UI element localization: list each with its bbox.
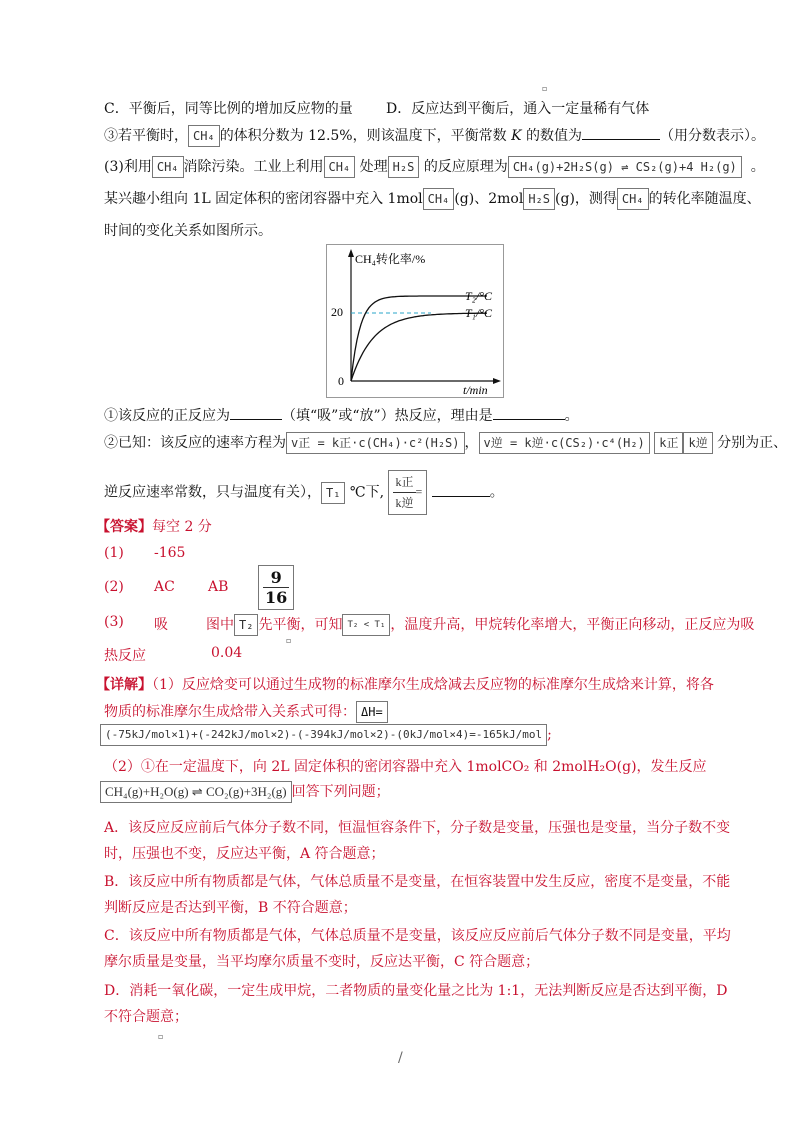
ratio-denominator: k逆 — [395, 496, 414, 510]
t1-box: T₁ — [321, 482, 345, 504]
detail-d-line-1: D．消耗一氧化碳，一定生成甲烷，二者物质的量变化量之比为 1:1，无法判断反应是否达到平衡，D — [104, 983, 728, 999]
answer-3-num: (3) — [104, 614, 124, 630]
detail-calc-line — [100, 724, 552, 746]
p3-text-a: (3)利用 — [104, 159, 152, 175]
detail-line-3: （2）①在一定温度下，向 2L 固定体积的密闭容器中充入 1molCO₂ 和 2molH₂O(g)，发生反应 — [104, 759, 707, 775]
answer-tag: 【答案】 — [96, 519, 152, 535]
ch4-formula-box: CH₄ — [423, 188, 455, 210]
h2s-formula-box: H₂S — [388, 156, 420, 178]
answer-2-value-1: AC — [154, 579, 175, 595]
y-axis-arrow — [348, 249, 354, 257]
answer-2-value-2: AB — [208, 579, 229, 595]
ch4-formula-box: CH₄ — [188, 125, 220, 147]
ratio-fraction — [393, 472, 415, 513]
series-curve-t1 — [351, 313, 487, 381]
detail-text-4: 回答下列问题； — [291, 784, 390, 800]
answer-blank — [230, 419, 282, 420]
detail-text-2: 物质的标准摩尔生成焓带入关系式可得： — [104, 704, 356, 720]
q2-text-c: 逆反应速率常数，只与温度有关）， — [104, 484, 321, 501]
p4-text-a: 某兴趣小组向 1L 固定体积的密闭容器中充入 1mol — [104, 191, 423, 207]
q2-end: 。 — [489, 484, 504, 501]
detail-c-line-2: 摩尔质量是变量，当平均摩尔质量不变时，反应达平衡，C 符合题意； — [104, 954, 540, 970]
q2-text-b: 分别为正、 — [717, 435, 788, 451]
detail-text-1: （1）反应焓变可以通过生成物的标准摩尔生成焓减去反应物的标准摩尔生成焓来计算，将各 — [152, 677, 714, 693]
ch4-formula-box: CH₄ — [152, 156, 184, 178]
forward-rate-equation-box: v正 = k正·c(CH₄)·c²(H₂S) — [286, 432, 465, 454]
p3-text-b: 消除污染。工业上利用 — [183, 159, 324, 175]
answer-1-value: -165 — [154, 545, 186, 561]
subquestion-2-cont — [104, 470, 504, 515]
reaction-equation-box: CH₄(g)+2H₂S(g) ⇌ CS₂(g)+4 H₂(g) — [508, 156, 742, 178]
x-axis-arrow — [493, 378, 501, 384]
stray-mark-top: ▫ — [542, 84, 548, 93]
detail-b-line-1: B．该反应中所有物质都是气体，气体总质量不是变量，在恒容装置中发生反应，密度不是变量，不能 — [104, 874, 731, 890]
q3-mid: 的体积分数为 12.5%，则该温度下，平衡常数 — [219, 128, 507, 144]
p3-text-d: 的反应原理为 — [423, 159, 508, 175]
subquestion-2: ②已知：该反应的速率方程为 v正 = k正·c(CH₄)·c²(H₂S) ， v逆 = k逆·c(CS₂)·c⁴(H₂) k正 k逆 分别为正、 — [104, 432, 787, 454]
k-symbol: K — [511, 128, 522, 144]
detail-d-line-2: 不符合题意； — [104, 1009, 188, 1025]
q3-pre: ③若平衡时， — [104, 128, 188, 144]
p4-text-c: (g)，测得 — [555, 191, 617, 207]
reason-text-2: 先平衡，可知 — [258, 617, 343, 633]
q2-text-d: ℃下, — [349, 484, 385, 501]
enthalpy-calculation-box: (-75kJ/mol×1)+(-242kJ/mol×2)-(-394kJ/mol×2)-(0kJ/mol×4)=-165kJ/mol — [100, 724, 547, 746]
reaction-equation-box: CH₄(g)+H₂O(g) ⇌ CO₂(g)+3H₂(g) — [100, 781, 292, 803]
conversion-chart — [326, 244, 504, 398]
answer-3-value-1: 吸 — [154, 617, 168, 633]
chart-svg — [327, 245, 503, 397]
ratio-equals: = — [415, 484, 423, 499]
option-c: C．平衡后，同等比例的增加反应物的量 — [104, 101, 353, 117]
detail-tag: 【详解】 — [96, 677, 152, 693]
part-5-line: 时间的变化关系如图所示。 — [104, 223, 272, 239]
fraction-numerator: 9 — [263, 568, 289, 588]
y-axis-label: CH₄转化率/% — [355, 252, 426, 266]
page-footer-mark: / — [398, 1050, 403, 1066]
answer-3-reason — [206, 614, 754, 636]
q3-post: 的数值为 — [526, 128, 582, 144]
p3-end: 。 — [750, 159, 765, 175]
answer-blank — [493, 419, 565, 420]
reason-text-1: 图中 — [206, 617, 234, 633]
part-4-line — [104, 188, 761, 210]
ratio-numerator: k正 — [393, 472, 415, 493]
p4-text-d: 的转化率随温度、 — [648, 191, 761, 207]
rate-constant-ratio-box — [388, 470, 427, 515]
answer-header — [96, 516, 212, 536]
question-3-line — [104, 125, 765, 147]
q1-text-a: ①该反应的正反应为 — [104, 408, 230, 424]
q1-text-b: （填“吸”或“放”）热反应，理由是 — [282, 408, 493, 424]
series-label-t1: T₁/°C — [465, 306, 492, 320]
q2-text-a: ②已知：该反应的速率方程为 — [104, 435, 286, 451]
origin-label: 0 — [338, 374, 344, 388]
k-reverse-box: k逆 — [683, 432, 712, 454]
detail-line-2 — [104, 701, 388, 723]
ch4-formula-box: CH₄ — [324, 156, 356, 178]
detail-a-line-2: 时，压强也不变，反应达平衡，A 符合题意； — [104, 846, 385, 862]
detail-c-line-1: C．该反应中所有物质都是气体，气体总质量不是变量，该反应反应前后气体分子数不同是变量，平均 — [104, 928, 731, 944]
q3-tail: （用分数表示）。 — [660, 128, 765, 144]
reverse-rate-equation-box: v逆 = k逆·c(CS₂)·c⁴(H₂) — [479, 432, 650, 454]
detail-eq-line — [100, 781, 390, 803]
h2s-formula-box: H₂S — [523, 188, 555, 210]
answer-2-fraction — [263, 568, 289, 607]
delta-h-box: ΔH= — [356, 701, 388, 723]
reason-text-3: ，温度升高，甲烷转化率增大，平衡正向移动，正反应为吸 — [390, 617, 755, 633]
option-d: D．反应达到平衡后，通入一定量稀有气体 — [386, 101, 650, 117]
q1-text-c: 。 — [564, 408, 579, 424]
t2-lt-t1-box: T₂ < T₁ — [342, 614, 390, 636]
y-tick-label: 20 — [331, 305, 343, 319]
answer-3-value-2: 0.04 — [211, 645, 243, 661]
subquestion-1 — [104, 405, 579, 425]
answer-blank — [432, 496, 490, 497]
calc-end: ; — [547, 727, 552, 743]
answer-1-num: (1) — [104, 545, 124, 561]
answer-2-fraction-box — [258, 565, 294, 610]
stray-mark-bottom: ▫ — [158, 1032, 164, 1041]
part-3-line — [104, 156, 765, 178]
answer-2-num: (2) — [104, 579, 124, 595]
detail-b-line-2: 判断反应是否达到平衡，B 不符合题意； — [104, 900, 357, 916]
detail-line-1 — [96, 674, 714, 694]
answer-blank — [582, 139, 660, 140]
stray-mark-mid: ▫ — [286, 636, 292, 645]
answer-3-reason-cont: 热反应 — [104, 648, 146, 664]
t2-box: T₂ — [234, 614, 258, 636]
x-axis-label: t/min — [463, 383, 488, 397]
detail-a-line-1: A．该反应反应前后气体分子数不同，恒温恒容条件下，分子数是变量，压强也是变量，当分子数不变 — [104, 820, 731, 836]
fraction-denominator: 16 — [265, 588, 288, 607]
p3-text-c: 处理 — [359, 159, 388, 175]
ch4-formula-box: CH₄ — [617, 188, 649, 210]
answer-tag-rest: 每空 2 分 — [152, 519, 212, 535]
p4-text-b: (g)、2mol — [454, 191, 524, 207]
series-label-t2: T₂/°C — [465, 289, 492, 303]
k-forward-box: k正 — [654, 432, 683, 454]
